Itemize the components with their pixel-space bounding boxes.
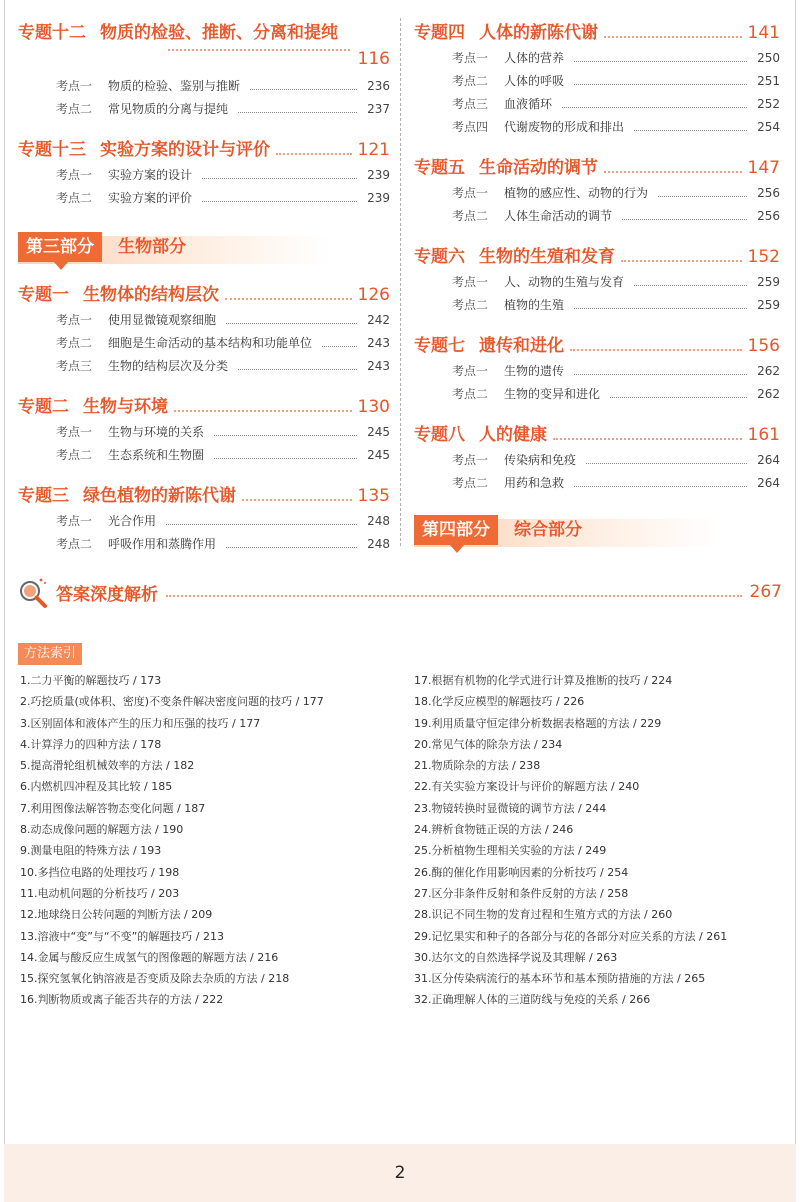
topic-name: 物质的检验、推断、分离和提纯 — [100, 23, 338, 43]
leader-dots — [242, 499, 352, 501]
subtopic-label: 考点一 — [56, 313, 93, 327]
subtopic-page: 254 — [757, 120, 780, 134]
subtopic-label: 考点二 — [56, 191, 93, 205]
method-item[interactable]: 11.电动机问题的分析技巧 / 203 — [20, 886, 180, 900]
topic-label: 专题三 — [18, 486, 69, 506]
subtopic-name: 代谢废物的形成和排出 — [504, 120, 625, 134]
subtopic-page: 252 — [757, 97, 780, 111]
subtopic-name: 物质的检验、鉴别与推断 — [108, 79, 241, 93]
subtopic-page: 242 — [367, 313, 390, 327]
subtopic-label: 考点二 — [56, 336, 93, 350]
method-item[interactable]: 6.内燃机四冲程及其比较 / 185 — [20, 780, 173, 794]
leader-dots — [225, 298, 352, 300]
method-item[interactable]: 26.酶的催化作用影响因素的分析技巧 / 254 — [414, 865, 629, 879]
subtopic-label: 考点二 — [452, 209, 489, 223]
subtopic-label: 考点一 — [452, 275, 489, 289]
leader-dots — [621, 260, 742, 262]
subtopic-name: 植物的生殖 — [504, 298, 565, 312]
leader-dots — [250, 89, 357, 90]
method-item[interactable]: 5.提高滑轮组机械效率的方法 / 182 — [20, 759, 195, 773]
leader-dots — [634, 285, 747, 286]
leader-dots — [574, 374, 747, 375]
subtopic-label: 考点三 — [56, 359, 93, 373]
leader-dots — [226, 323, 357, 324]
method-item[interactable]: 25.分析植物生理相关实验的方法 / 249 — [414, 844, 607, 858]
subtopic-name: 实验方案的评价 — [108, 191, 193, 205]
leader-dots — [166, 524, 357, 525]
leader-dots — [586, 463, 747, 464]
subtopic-name: 人体的呼吸 — [504, 74, 565, 88]
toc-topic[interactable] — [414, 18, 780, 43]
subtopic-page: 248 — [367, 537, 390, 551]
method-item[interactable]: 21.物质除杂的方法 / 238 — [414, 759, 541, 773]
subtopic-label: 考点一 — [56, 514, 93, 528]
subtopic-label: 考点二 — [452, 387, 489, 401]
part-header-biology[interactable] — [18, 232, 390, 266]
subtopic-page: 264 — [757, 453, 780, 467]
leader-dots — [174, 410, 352, 412]
toc-topic[interactable] — [18, 135, 390, 160]
subtopic-label: 考点一 — [452, 51, 489, 65]
page-footer — [4, 1144, 796, 1202]
subtopic-name: 生态系统和生物圈 — [108, 448, 205, 462]
toc-right-column — [414, 0, 780, 559]
toc-subtopic[interactable] — [414, 472, 780, 495]
subtopic-name: 生物与环境的关系 — [108, 425, 205, 439]
subtopic-name: 传染病和免疫 — [504, 453, 577, 467]
method-item[interactable]: 24.辨析食物链正误的方法 / 246 — [414, 823, 574, 837]
subtopic-page: 236 — [367, 79, 390, 93]
subtopic-label: 考点一 — [452, 186, 489, 200]
method-item[interactable]: 23.物镜转换时显微镜的调节方法 / 244 — [414, 801, 607, 815]
toc-subtopic[interactable] — [18, 533, 390, 556]
toc-subtopic[interactable] — [414, 70, 780, 93]
leader-dots — [214, 458, 357, 459]
subtopic-label: 考点二 — [56, 537, 93, 551]
leader-dots — [202, 178, 357, 179]
answers-page: 267 — [749, 582, 782, 602]
subtopic-page: 256 — [757, 186, 780, 200]
method-item[interactable]: 20.常见气体的除杂方法 / 234 — [414, 737, 563, 751]
leader-dots — [276, 153, 352, 155]
topic-label: 专题八 — [414, 425, 465, 445]
subtopic-name: 血液循环 — [504, 97, 553, 111]
subtopic-name: 生物的结构层次及分类 — [108, 359, 229, 373]
method-item[interactable]: 31.区分传染病流行的基本环节和基本预防措施的方法 / 265 — [414, 972, 706, 986]
page-number: 2 — [394, 1163, 406, 1183]
topic-page: 152 — [747, 247, 780, 267]
toc-subtopic[interactable] — [414, 182, 780, 205]
toc-subtopic[interactable] — [18, 444, 390, 467]
method-item[interactable]: 4.计算浮力的四种方法 / 178 — [20, 737, 162, 751]
toc-subtopic[interactable] — [18, 510, 390, 533]
toc-topic[interactable] — [18, 392, 390, 417]
method-item[interactable]: 29.记忆果实和种子的各部分与花的各部分对应关系的方法 / 261 — [414, 929, 728, 943]
toc-subtopic[interactable] — [18, 98, 390, 121]
method-item[interactable]: 12.地球绕日公转问题的判断方法 / 209 — [20, 908, 213, 922]
toc-subtopic[interactable] — [414, 271, 780, 294]
method-item[interactable]: 10.多挡位电路的处理技巧 / 198 — [20, 865, 180, 879]
method-item[interactable]: 3.区别固体和液体产生的压力和压强的技巧 / 177 — [20, 716, 261, 730]
subtopic-name: 用药和急救 — [504, 476, 565, 490]
topic-name: 生物与环境 — [83, 397, 168, 417]
subtopic-page: 262 — [757, 364, 780, 378]
topic-page: 141 — [747, 23, 780, 43]
toc-topic[interactable] — [18, 18, 390, 43]
method-item[interactable]: 28.识记不同生物的发育过程和生殖方式的方法 / 260 — [414, 908, 673, 922]
methods-right-list — [414, 670, 794, 1011]
topic-name: 生物体的结构层次 — [83, 285, 219, 305]
toc-subtopic[interactable] — [18, 421, 390, 444]
topic-label: 专题一 — [18, 285, 69, 305]
subtopic-name: 人、动物的生殖与发育 — [504, 275, 625, 289]
topic-page: 135 — [357, 486, 390, 506]
topic-label: 专题四 — [414, 23, 465, 43]
method-item[interactable]: 8.动态成像问题的解题方法 / 190 — [20, 823, 184, 837]
toc-subtopic[interactable] — [18, 75, 390, 98]
column-divider — [400, 18, 401, 546]
subtopic-page: 259 — [757, 298, 780, 312]
leader-dots — [214, 435, 357, 436]
toc-subtopic[interactable] — [414, 294, 780, 317]
leader-dots — [202, 201, 357, 202]
leader-dots — [574, 486, 747, 487]
leader-dots — [604, 36, 742, 38]
toc-subtopic[interactable] — [414, 93, 780, 116]
toc-left-column — [18, 0, 390, 556]
leader-dots — [610, 397, 747, 398]
subtopic-label: 考点一 — [452, 364, 489, 378]
topic-name: 实验方案的设计与评价 — [100, 140, 270, 160]
subtopic-label: 考点二 — [452, 476, 489, 490]
toc-subtopic[interactable] — [414, 47, 780, 70]
subtopic-page: 248 — [367, 514, 390, 528]
topic-page: 130 — [357, 397, 390, 417]
leader-dots — [166, 595, 742, 597]
toc-topic[interactable] — [18, 481, 390, 506]
method-item[interactable]: 32.正确理解人体的三道防线与免疫的关系 / 266 — [414, 993, 651, 1007]
method-item[interactable]: 15.探究氢氧化钠溶液是否变质及除去杂质的方法 / 218 — [20, 972, 290, 986]
answers-label: 答案深度解析 — [56, 584, 158, 605]
toc-topic[interactable] — [18, 280, 390, 305]
toc-subtopic[interactable] — [18, 332, 390, 355]
toc-subtopic[interactable] — [18, 187, 390, 210]
method-item[interactable]: 2.巧挖质量(或体积、密度)不变条件解决密度问题的技巧 / 177 — [20, 695, 324, 709]
methods-left-list — [20, 670, 400, 1011]
subtopic-name: 呼吸作用和蒸腾作用 — [108, 537, 217, 551]
leader-dots — [238, 112, 357, 113]
subtopic-label: 考点二 — [56, 448, 93, 462]
topic-label: 专题六 — [414, 247, 465, 267]
leader-dots — [622, 219, 747, 220]
leader-dots — [322, 346, 357, 347]
part-title: 综合部分 — [514, 520, 582, 540]
subtopic-page: 262 — [757, 387, 780, 401]
subtopic-label: 考点三 — [452, 97, 489, 111]
topic-page: 147 — [747, 158, 780, 178]
subtopic-name: 常见物质的分离与提纯 — [108, 102, 229, 116]
topic-page: 156 — [747, 336, 780, 356]
answers-entry[interactable] — [16, 572, 782, 612]
topic-label: 专题二 — [18, 397, 69, 417]
method-item[interactable]: 1.二力平衡的解题技巧 / 173 — [20, 674, 162, 687]
method-item[interactable]: 14.金属与酸反应生成氢气的图像题的解题方法 / 216 — [20, 950, 279, 964]
subtopic-page: 237 — [367, 102, 390, 116]
method-item[interactable]: 17.根据有机物的化学式进行计算及推断的技巧 / 224 — [414, 674, 673, 687]
leader-dots — [574, 308, 747, 309]
subtopic-name: 植物的感应性、动物的行为 — [504, 186, 649, 200]
subtopic-page: 243 — [367, 336, 390, 350]
subtopic-label: 考点一 — [56, 79, 93, 93]
part-badge: 第四部分 — [414, 515, 498, 545]
topic-name: 人的健康 — [479, 425, 547, 445]
subtopic-page: 251 — [757, 74, 780, 88]
toc-subtopic[interactable] — [414, 360, 780, 383]
toc-subtopic[interactable] — [414, 383, 780, 406]
subtopic-page: 245 — [367, 448, 390, 462]
method-item[interactable]: 18.化学反应模型的解题技巧 / 226 — [414, 695, 585, 709]
subtopic-page: 245 — [367, 425, 390, 439]
method-item[interactable]: 16.判断物质或离子能否共存的方法 / 222 — [20, 993, 224, 1007]
subtopic-label: 考点四 — [452, 120, 489, 134]
topic-label: 专题五 — [414, 158, 465, 178]
toc-topic[interactable] — [414, 153, 780, 178]
subtopic-name: 人体的营养 — [504, 51, 565, 65]
topic-page: 126 — [357, 285, 390, 305]
subtopic-name: 光合作用 — [108, 514, 157, 528]
leader-dots — [238, 369, 357, 370]
toc-topic[interactable] — [414, 420, 780, 445]
method-item[interactable]: 30.达尔文的自然选择学说及其理解 / 263 — [414, 950, 618, 964]
subtopic-label: 考点二 — [452, 298, 489, 312]
method-item[interactable]: 27.区分非条件反射和条件反射的方法 / 258 — [414, 886, 629, 900]
toc-subtopic[interactable] — [18, 355, 390, 378]
subtopic-page: 256 — [757, 209, 780, 223]
leader-dots — [226, 547, 357, 548]
topic-label: 专题十三 — [18, 140, 86, 160]
subtopic-label: 考点二 — [452, 74, 489, 88]
toc-subtopic[interactable] — [414, 116, 780, 139]
subtopic-name: 人体生命活动的调节 — [504, 209, 613, 223]
part-title: 生物部分 — [118, 237, 186, 257]
leader-dots — [658, 196, 747, 197]
subtopic-page: 259 — [757, 275, 780, 289]
leader-dots — [604, 171, 742, 173]
subtopic-name: 细胞是生命活动的基本结构和功能单位 — [108, 336, 313, 350]
method-item[interactable]: 7.利用图像法解答物态变化问题 / 187 — [20, 801, 206, 815]
topic-page: 116 — [357, 49, 390, 69]
subtopic-name: 实验方案的设计 — [108, 168, 193, 182]
topic-label: 专题十二 — [18, 23, 86, 43]
methods-index-tag: 方法索引 — [18, 643, 82, 665]
subtopic-name: 使用显微镜观察细胞 — [108, 313, 217, 327]
leader-dots — [634, 130, 747, 131]
subtopic-label: 考点二 — [56, 102, 93, 116]
topic-name: 生命活动的调节 — [479, 158, 598, 178]
part-badge: 第三部分 — [18, 232, 102, 262]
subtopic-page: 239 — [367, 191, 390, 205]
topic-name: 人体的新陈代谢 — [479, 23, 598, 43]
method-item[interactable]: 22.有关实验方案设计与评价的解题方法 / 240 — [414, 780, 640, 794]
topic-page-line — [18, 49, 390, 69]
toc-subtopic[interactable] — [18, 309, 390, 332]
leader-dots — [574, 61, 747, 62]
toc-subtopic[interactable] — [18, 164, 390, 187]
subtopic-name: 生物的变异和进化 — [504, 387, 601, 401]
subtopic-label: 考点一 — [56, 425, 93, 439]
topic-label: 专题七 — [414, 336, 465, 356]
subtopic-page: 250 — [757, 51, 780, 65]
subtopic-page: 243 — [367, 359, 390, 373]
leader-dots — [553, 438, 742, 440]
leader-dots — [574, 84, 747, 85]
method-item[interactable]: 13.溶液中“变”与“不变”的解题技巧 / 213 — [20, 929, 224, 943]
part-header-integrated[interactable] — [414, 515, 780, 549]
subtopic-label: 考点一 — [452, 453, 489, 467]
subtopic-label: 考点一 — [56, 168, 93, 182]
leader-dots — [562, 107, 747, 108]
subtopic-name: 生物的遗传 — [504, 364, 565, 378]
toc-topic[interactable] — [414, 331, 780, 356]
topic-page: 121 — [357, 140, 390, 160]
toc-subtopic[interactable] — [414, 205, 780, 228]
subtopic-page: 239 — [367, 168, 390, 182]
toc-topic[interactable] — [414, 242, 780, 267]
topic-name: 生物的生殖和发育 — [479, 247, 615, 267]
method-item[interactable]: 19.利用质量守恒定律分析数据表格题的方法 / 229 — [414, 716, 662, 730]
toc-subtopic[interactable] — [414, 449, 780, 472]
method-item[interactable]: 9.测量电阻的特殊方法 / 193 — [20, 844, 162, 858]
topic-name: 绿色植物的新陈代谢 — [83, 486, 236, 506]
magnifier-icon — [16, 575, 50, 609]
subtopic-page: 264 — [757, 476, 780, 490]
topic-page: 161 — [747, 425, 780, 445]
leader-dots — [570, 349, 742, 351]
topic-name: 遗传和进化 — [479, 336, 564, 356]
